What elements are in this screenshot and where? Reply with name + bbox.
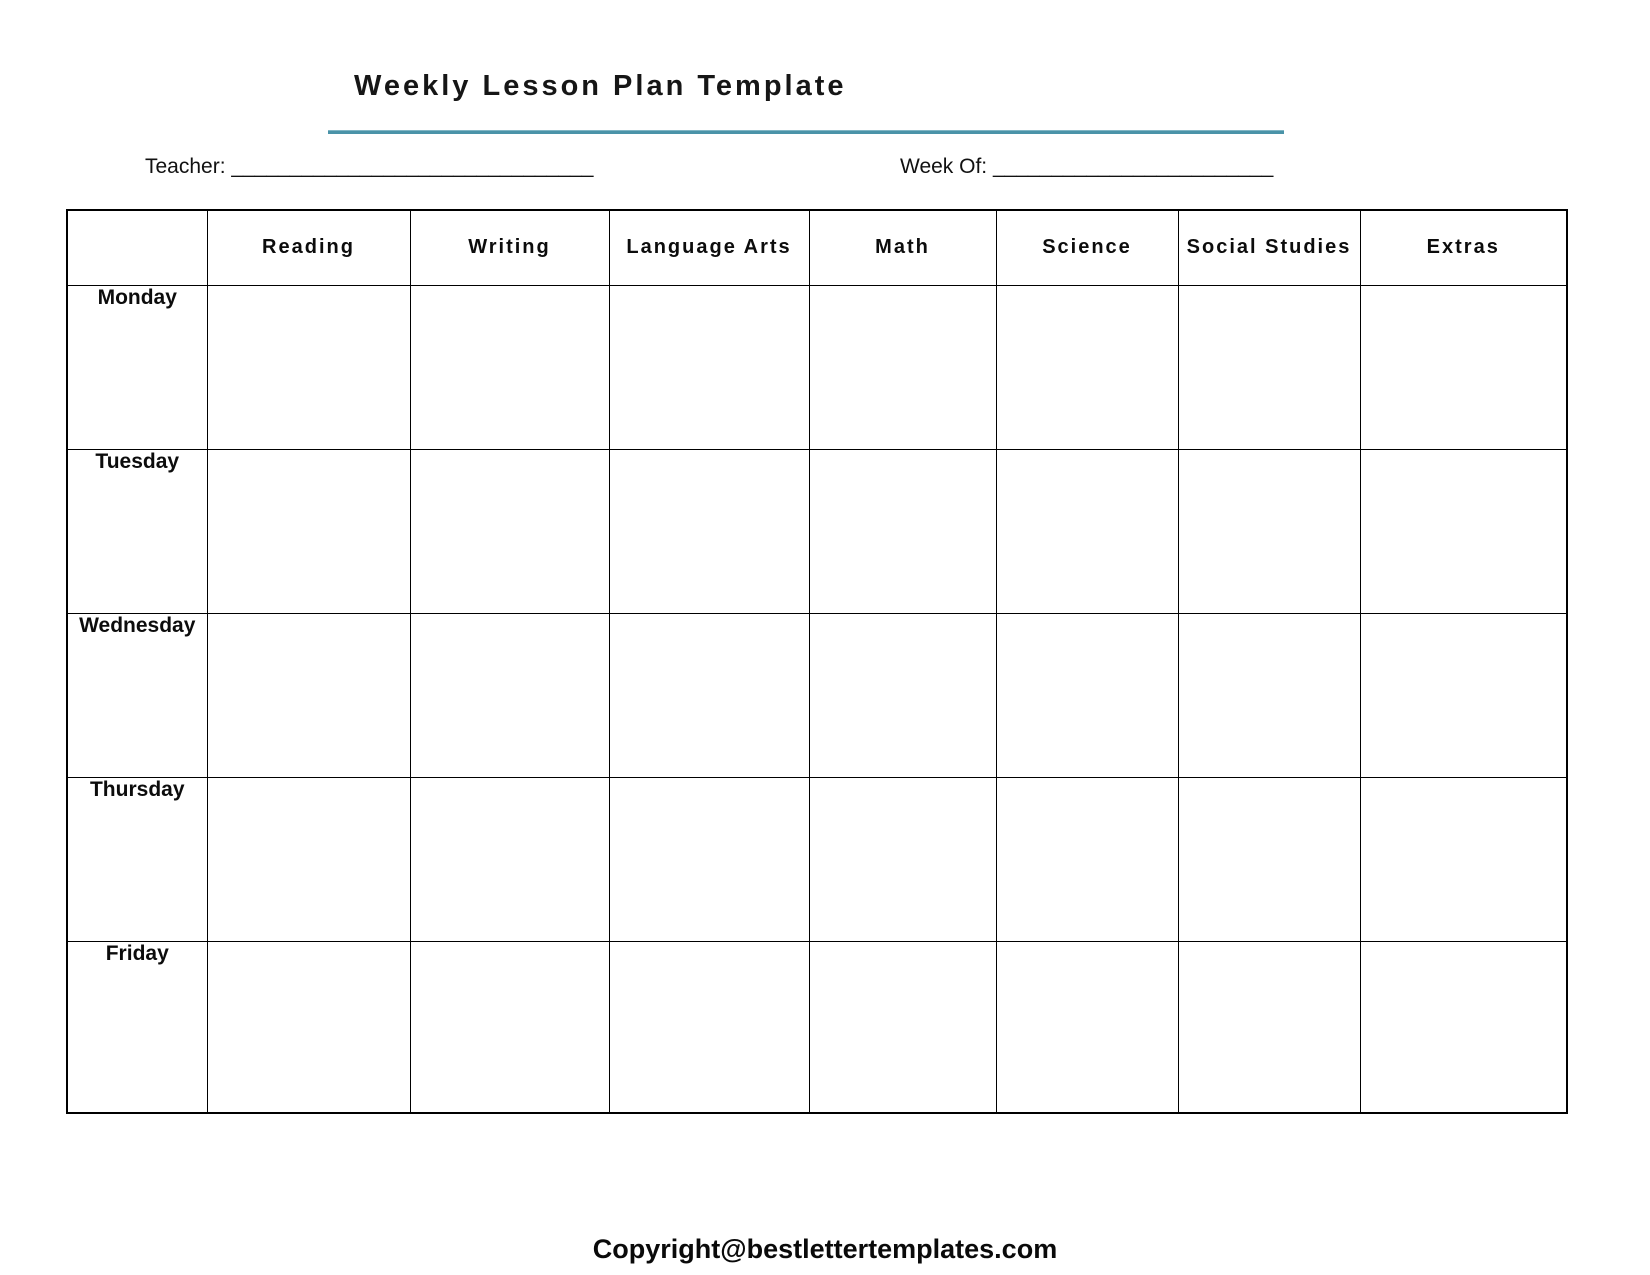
lesson-cell [207,285,410,449]
table-row-friday [67,941,1567,1113]
lesson-plan-table [66,209,1568,1114]
day-label-wednesday: Wednesday [67,613,207,777]
lesson-cell [609,613,809,777]
column-header-reading: Reading [207,210,410,285]
lesson-cell [1360,613,1567,777]
lesson-cell [809,449,996,613]
lesson-cell [207,613,410,777]
lesson-cell [996,449,1178,613]
column-header-math: Math [809,210,996,285]
lesson-cell [1360,777,1567,941]
lesson-cell [809,285,996,449]
day-label-tuesday: Tuesday [67,449,207,613]
lesson-cell [410,777,609,941]
column-header-social-studies: Social Studies [1178,210,1360,285]
lesson-cell [1178,613,1360,777]
lesson-cell [1178,449,1360,613]
table-row-monday [67,285,1567,449]
copyright-text: Copyright@bestlettertemplates.com [592,1234,1058,1264]
column-header-writing: Writing [410,210,609,285]
teacher-blank-line: _______________________________ [231,155,594,178]
day-label-thursday: Thursday [67,777,207,941]
lesson-cell [207,449,410,613]
corner-cell [67,210,207,285]
lesson-cell [996,777,1178,941]
lesson-cell [996,285,1178,449]
column-header-extras: Extras [1360,210,1567,285]
lesson-cell [609,285,809,449]
lesson-cell [410,449,609,613]
table-row-wednesday [67,613,1567,777]
day-label-friday: Friday [67,941,207,1113]
table-row-thursday [67,777,1567,941]
column-header-language-arts: Language Arts [609,210,809,285]
week-of-field [900,155,1273,179]
week-of-blank-line: ________________________ [992,155,1274,178]
lesson-cell [609,941,809,1113]
lesson-cell [1178,777,1360,941]
lesson-cell [410,613,609,777]
lesson-cell [410,941,609,1113]
table-row-tuesday [67,449,1567,613]
lesson-cell [996,613,1178,777]
header-fields [0,155,1650,185]
lesson-cell [207,941,410,1113]
week-of-label: Week Of: [900,155,988,178]
lesson-cell [809,613,996,777]
table-header-row [67,210,1567,285]
lesson-cell [1360,941,1567,1113]
column-header-science: Science [996,210,1178,285]
lesson-cell [809,941,996,1113]
lesson-cell [609,777,809,941]
lesson-cell [207,777,410,941]
lesson-cell [1360,449,1567,613]
lesson-cell [809,777,996,941]
lesson-cell [1360,285,1567,449]
teacher-field [145,155,593,179]
lesson-cell [609,449,809,613]
lesson-cell [1178,941,1360,1113]
lesson-cell [1178,285,1360,449]
day-label-monday: Monday [67,285,207,449]
teacher-label: Teacher: [145,155,226,178]
lesson-cell [996,941,1178,1113]
title-underline [328,130,1284,134]
page-title: Weekly Lesson Plan Template [354,70,847,102]
lesson-cell [410,285,609,449]
